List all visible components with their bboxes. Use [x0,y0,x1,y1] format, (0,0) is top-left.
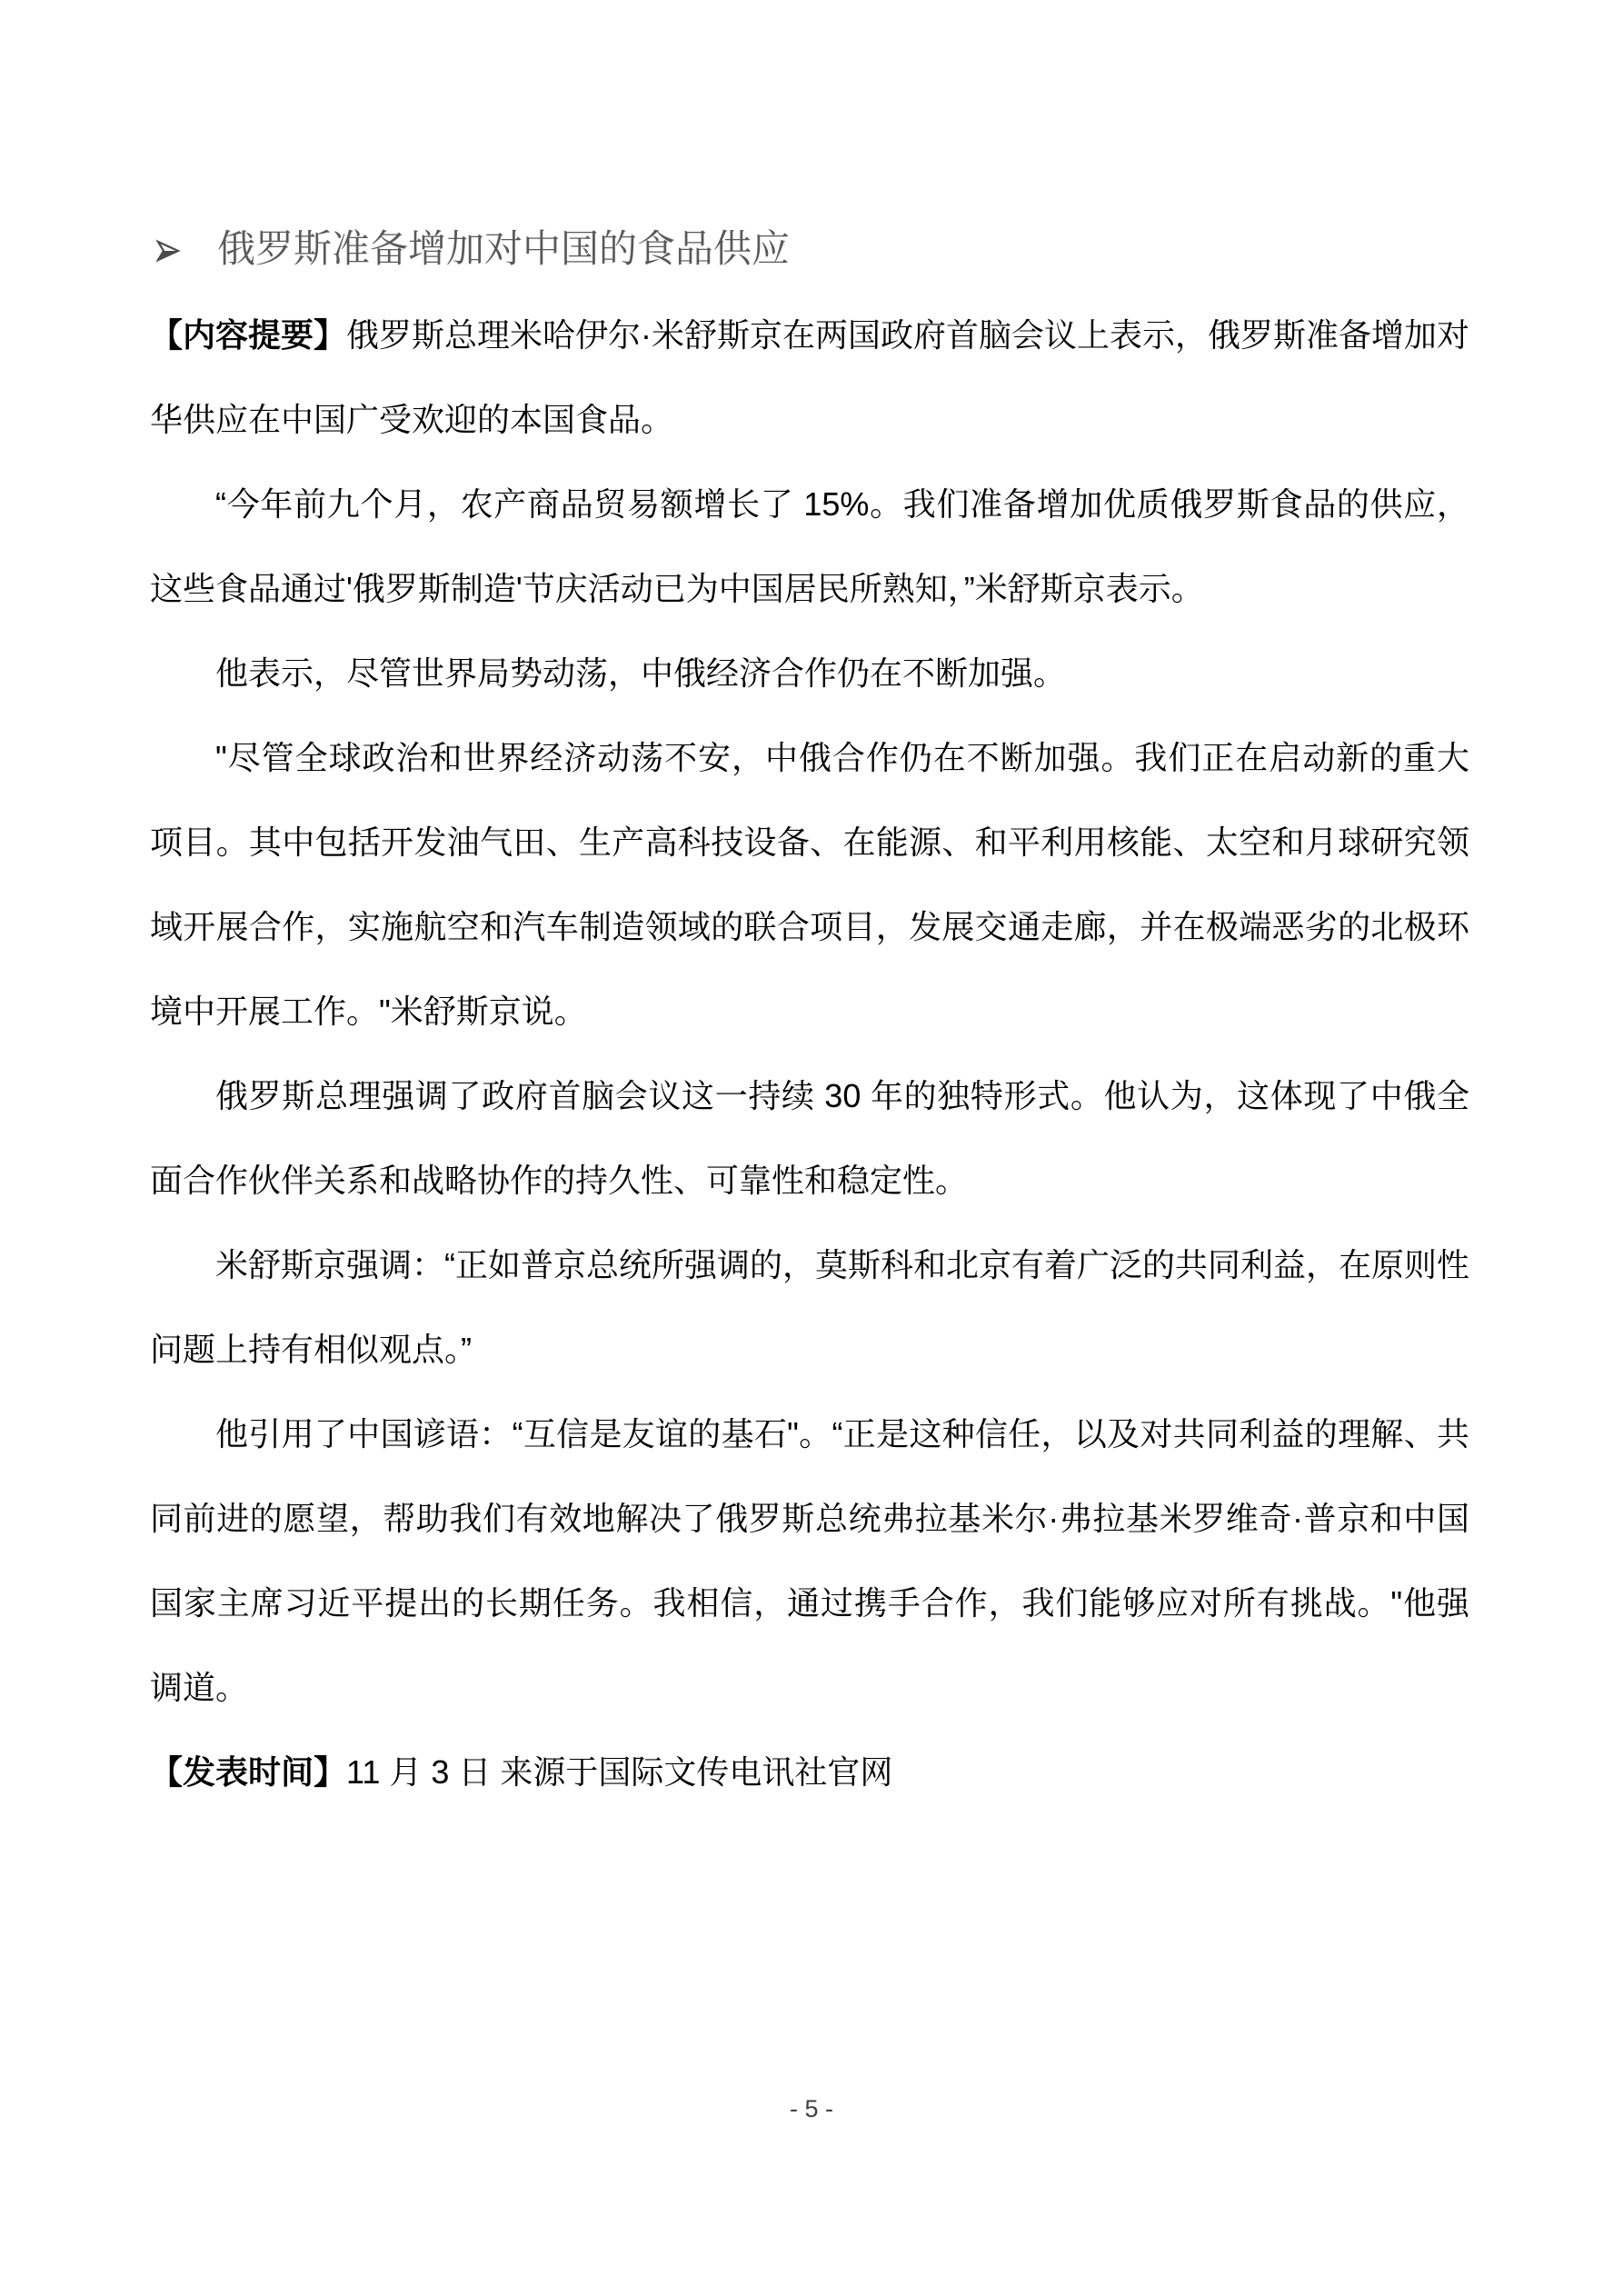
paragraph-text: 俄罗斯总理强调了政府首脑会议这一持续 30 年的独特形式。他认为，这体现了中俄全面合作伙伴关系和战略协作的持久性、可靠性和稳定性。 [150,1077,1469,1199]
paragraph-text: 俄罗斯总理米哈伊尔·米舒斯京在两国政府首脑会议上表示，俄罗斯准备增加对华供应在中国广受欢迎的本国食品。 [150,316,1470,438]
arrow-bullet-icon [155,208,181,293]
paragraph-text: 米舒斯京强调：“正如普京总统所强调的，莫斯科和北京有着广泛的共同利益，在原则性问题上持有相似观点。” [150,1246,1469,1368]
page-footer [0,2091,1623,2127]
paragraph-trade-quote [150,462,1469,631]
summary-label: 【内容提要】 [150,316,347,354]
paragraph-text: 他表示，尽管世界局势动荡，中俄经济合作仍在不断加强。 [215,654,1067,692]
page-number: - 5 - [789,2095,833,2122]
paragraph-summit-format [150,1053,1469,1223]
paragraph-text: “今年前九个月，农产商品贸易额增长了 15%。我们准备增加优质俄罗斯食品的供应，这些食品通过'俄罗斯制造'节庆活动已为中国居民所熟知，”米舒斯京表示。 [150,485,1469,607]
article-title: 俄罗斯准备增加对中国的食品供应 [217,227,791,270]
paragraph-text: 11 月 3 日 来源于国际文传电讯社官网 [346,1753,893,1791]
publish-date-label: 【发表时间】 [150,1753,347,1791]
document-body [150,206,1469,1814]
paragraph-summary [150,293,1469,462]
paragraph-common-interests [150,1223,1469,1392]
article-title-row [150,206,1469,293]
paragraph-text: 他引用了中国谚语：“互信是友谊的基石"。“正是这种信任，以及对共同利益的理解、共同前进的愿望，帮助我们有效地解决了俄罗斯总统弗拉基米尔·弗拉基米罗维奇·普京和中国国家主席习近平提出的长期任务。我相信，通过携手合作，我们能够应对所有挑战。"他强调道。 [150,1415,1469,1706]
paragraph-economy [150,631,1469,715]
paragraph-text: "尽管全球政治和世界经济动荡不安，中俄合作仍在不断加强。我们正在启动新的重大项目。其中包括开发油气田、生产高科技设备、在能源、和平利用核能、太空和月球研究领域开展合作，实施航空和汽车制造领域的联合项目，发展交通走廊，并在极端恶劣的北极环境中开展工作。"米舒斯京说。 [150,739,1469,1030]
paragraph-proverb [150,1392,1469,1730]
paragraph-projects-quote [150,715,1469,1053]
paragraph-publish-info [150,1730,1469,1814]
